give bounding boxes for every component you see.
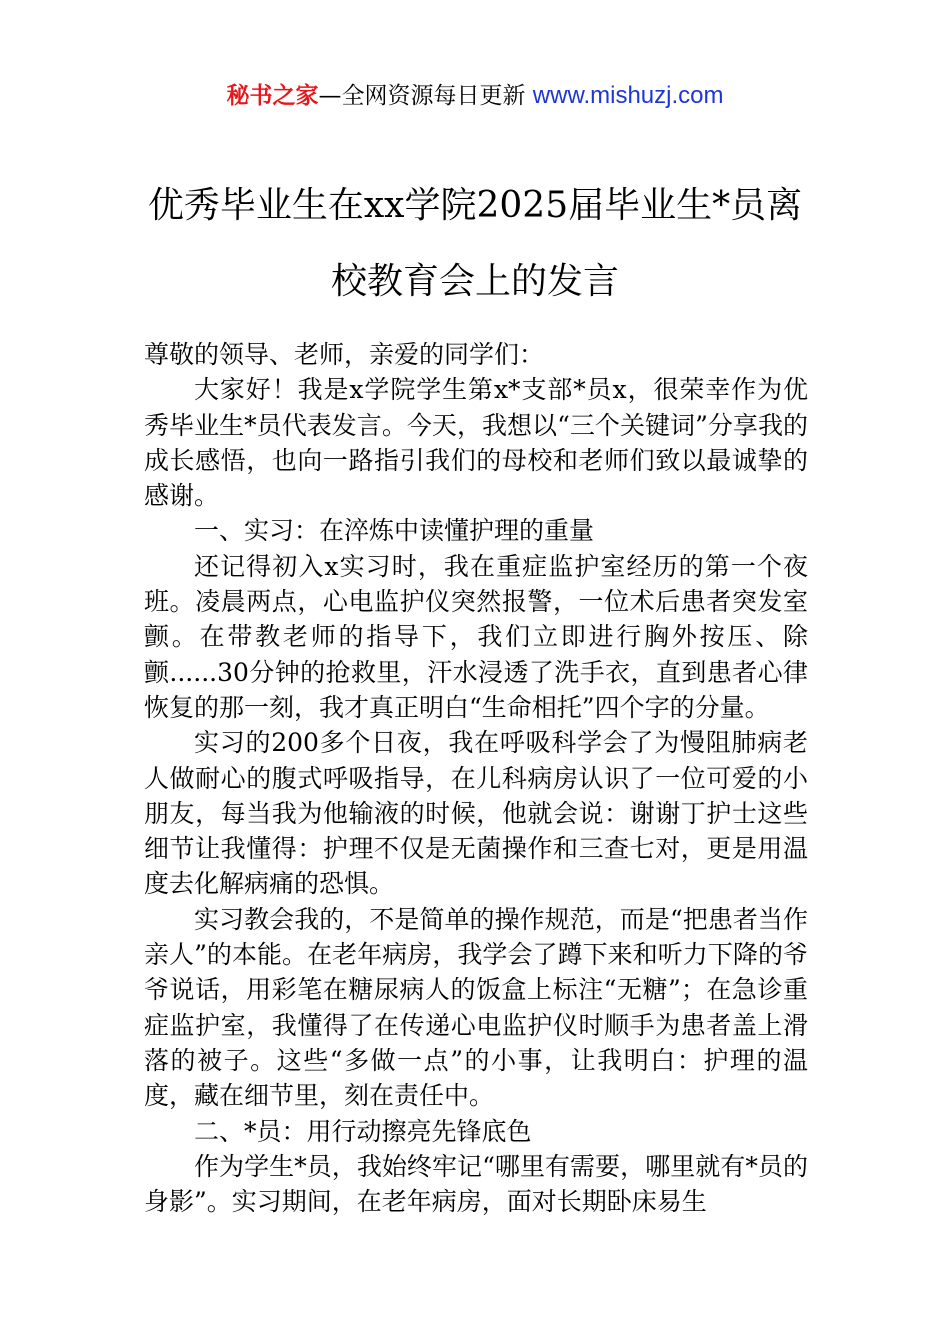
title-line-2: 校教育会上的发言	[330, 261, 619, 302]
paragraph-night-shift: 还记得初入x实习时，我在重症监护室经历的第一个夜班。凌晨两点，心电监护仪突然报警，一位术后患者突发室颤。在带教老师的指导下，我们立即进行胸外按压、除颤......30分钟的抢救里，汗水浸透了洗手衣，直到患者心律恢复的那一刻，我才真正明白“生命相托”四个字的分量。	[144, 551, 808, 722]
paragraph-greeting: 大家好！我是x学院学生第x*支部*员x，很荣幸作为优秀毕业生*员代表发言。今天，我想以“三个关键词”分享我的成长感悟，也向一路指引我们的母校和老师们致以最诚挚的感谢。	[144, 375, 808, 511]
site-header	[0, 80, 950, 112]
paragraph-party-member: 作为学生*员，我始终牢记“哪里有需要，哪里就有*员的身影”。实习期间，在老年病房，面对长期卧床易生	[144, 1151, 808, 1217]
paragraph-internship-days: 实习的200多个日夜，我在呼吸科学会了为慢阻肺病老人做耐心的腹式呼吸指导，在儿科病房认识了一位可爱的小朋友，每当我为他输液的时候，他就会说：谢谢丁护士这些细节让我懂得：护理不仅是无菌操作和三查七对，更是用温度去化解病痛的恐惧。	[144, 728, 808, 899]
document-body	[144, 337, 808, 1219]
section-heading-internship: 一、实习：在淬炼中读懂护理的重量	[194, 516, 595, 546]
site-url-link[interactable]: www.mishuzj.com	[532, 82, 724, 109]
title-line-1: 优秀毕业生在xx学院2025届毕业生*员离	[147, 185, 803, 226]
section-heading-party-member: 二、*员：用行动擦亮先锋底色	[194, 1116, 532, 1146]
document-title	[120, 168, 830, 320]
site-tagline: —全网资源每日更新	[318, 83, 526, 109]
paragraph-internship-lessons: 实习教会我的，不是简单的操作规范，而是“把患者当作亲人”的本能。在老年病房，我学会了蹲下来和听力下降的爷爷说话，用彩笔在糖尿病人的饭盒上标注“无糖”；在急诊重症监护室，我懂得了在传递心电监护仪时顺手为患者盖上滑落的被子。这些“多做一点”的小事，让我明白：护理的温度，藏在细节里，刻在责任中。	[144, 904, 808, 1111]
site-name: 秘书之家	[226, 83, 319, 109]
salutation: 尊敬的领导、老师，亲爱的同学们：	[144, 340, 545, 369]
